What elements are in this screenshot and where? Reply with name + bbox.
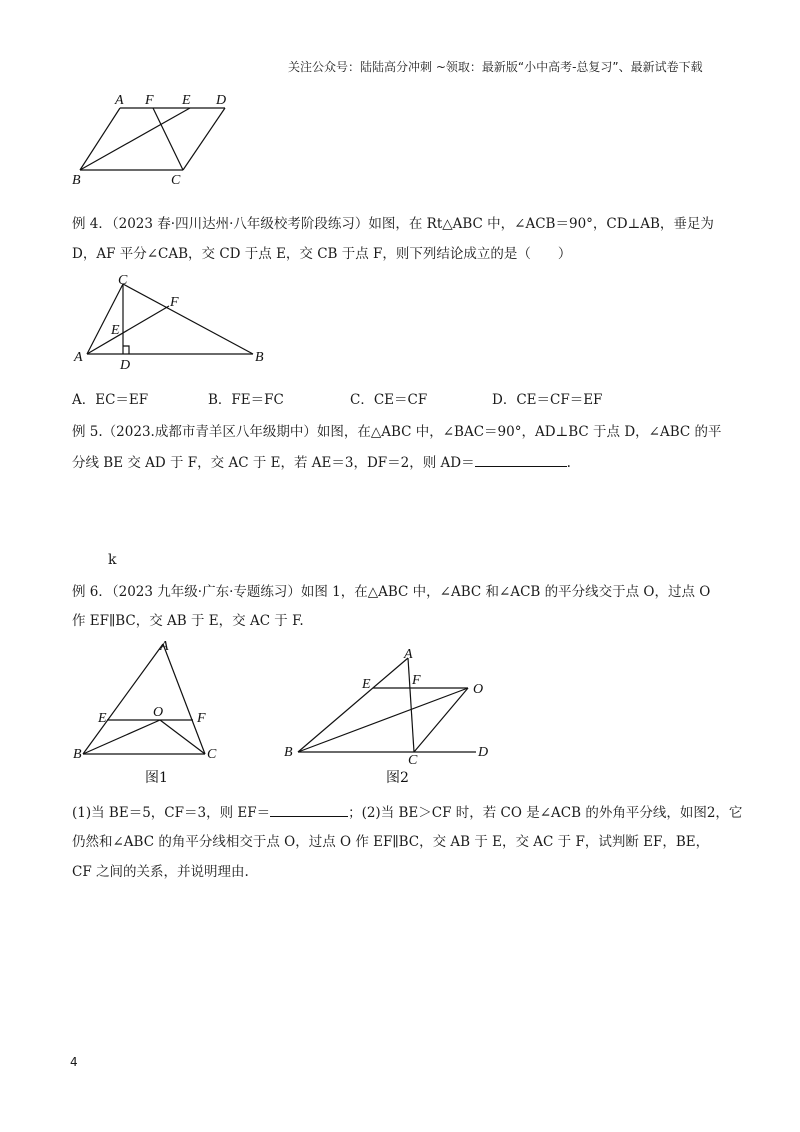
figure-1 bbox=[65, 632, 255, 792]
label-F: F bbox=[412, 673, 421, 688]
label-A: A bbox=[160, 639, 169, 654]
label-D: D bbox=[216, 93, 227, 108]
label-F: F bbox=[170, 295, 179, 310]
label-C: C bbox=[207, 747, 217, 762]
label-O: O bbox=[473, 682, 484, 697]
label-A: A bbox=[74, 350, 83, 365]
ex5-line1: 例 5.（2023.成都市青羊区八年级期中）如图，在△ABC 中，∠BAC＝90°，AD⊥BC 于点 D，∠ABC 的平 bbox=[72, 424, 722, 440]
ex5-line2-end: . bbox=[566, 455, 571, 471]
ex5-line2-text: 分线 BE 交 AD 于 F，交 AC 于 E，若 AE＝3，DF＝2，则 AD＝ bbox=[72, 455, 475, 471]
label-E: E bbox=[98, 711, 107, 726]
label-E: E bbox=[182, 93, 191, 108]
label-B: B bbox=[255, 350, 264, 365]
label-E: E bbox=[362, 677, 371, 692]
answer-blank-ef[interactable] bbox=[270, 802, 348, 817]
label-B: B bbox=[73, 747, 82, 762]
ex4-option-a: A．EC＝EF bbox=[72, 392, 149, 408]
label-C: C bbox=[118, 273, 128, 288]
label-C: C bbox=[171, 173, 181, 188]
q2-text: ；(2)当 BE＞CF 时，若 CO 是∠ACB 的外角平分线，如图2，它 bbox=[348, 805, 743, 821]
label-F: F bbox=[145, 93, 154, 108]
label-A: A bbox=[404, 647, 413, 662]
label-D: D bbox=[120, 358, 131, 372]
caption-fig1: 图1 bbox=[145, 770, 168, 786]
q1-text: (1)当 BE＝5，CF＝3，则 EF＝ bbox=[72, 805, 271, 821]
label-O: O bbox=[153, 705, 164, 720]
label-D: D bbox=[478, 745, 489, 760]
ex4-option-d: D．CE＝CF＝EF bbox=[492, 392, 603, 408]
stray-mark: k bbox=[108, 552, 117, 568]
ex6-question-line3: CF 之间的关系，并说明理由. bbox=[72, 864, 249, 880]
caption-fig2: 图2 bbox=[386, 770, 409, 786]
ex6-question-line2: 仍然和∠ABC 的角平分线相交于点 O，过点 O 作 EF∥BC，交 AB 于 E，交 AC 于 F，试判断 EF，BE， bbox=[72, 834, 710, 850]
ex6-line1: 例 6．（2023 九年级·广东·专题练习）如图 1，在△ABC 中，∠ABC 和∠ACB 的平分线交于点 O，过点 O bbox=[72, 584, 711, 600]
label-E: E bbox=[111, 323, 120, 338]
ex4-option-c: C．CE＝CF bbox=[350, 392, 428, 408]
ex4-line1: 例 4．（2023 春·四川达州·八年级校考阶段练习）如图，在 Rt△ABC 中，∠ACB＝90°，CD⊥AB，垂足为 bbox=[72, 216, 714, 232]
figure-ex4-triangle bbox=[65, 272, 285, 372]
ex5-line2 bbox=[72, 452, 571, 473]
answer-blank[interactable] bbox=[475, 452, 567, 467]
figure-parallelogram bbox=[65, 88, 245, 188]
label-C: C bbox=[408, 753, 418, 768]
page-header: 关注公众号：陆陆高分冲刺 ~领取：最新版“小中高考-总复习”、最新试卷下载 bbox=[288, 60, 703, 74]
ex4-option-b: B．FE＝FC bbox=[208, 392, 284, 408]
label-B: B bbox=[284, 745, 293, 760]
ex6-line2: 作 EF∥BC，交 AB 于 E，交 AC 于 F. bbox=[72, 613, 304, 629]
label-B: B bbox=[72, 173, 81, 188]
label-A: A bbox=[115, 93, 124, 108]
page-number: 4 bbox=[70, 1055, 78, 1069]
label-F: F bbox=[197, 711, 206, 726]
ex4-line2: D，AF 平分∠CAB，交 CD 于点 E，交 CB 于点 F，则下列结论成立的是（ ） bbox=[72, 246, 572, 262]
ex6-question-line1 bbox=[72, 802, 742, 823]
figure-2 bbox=[278, 640, 508, 790]
